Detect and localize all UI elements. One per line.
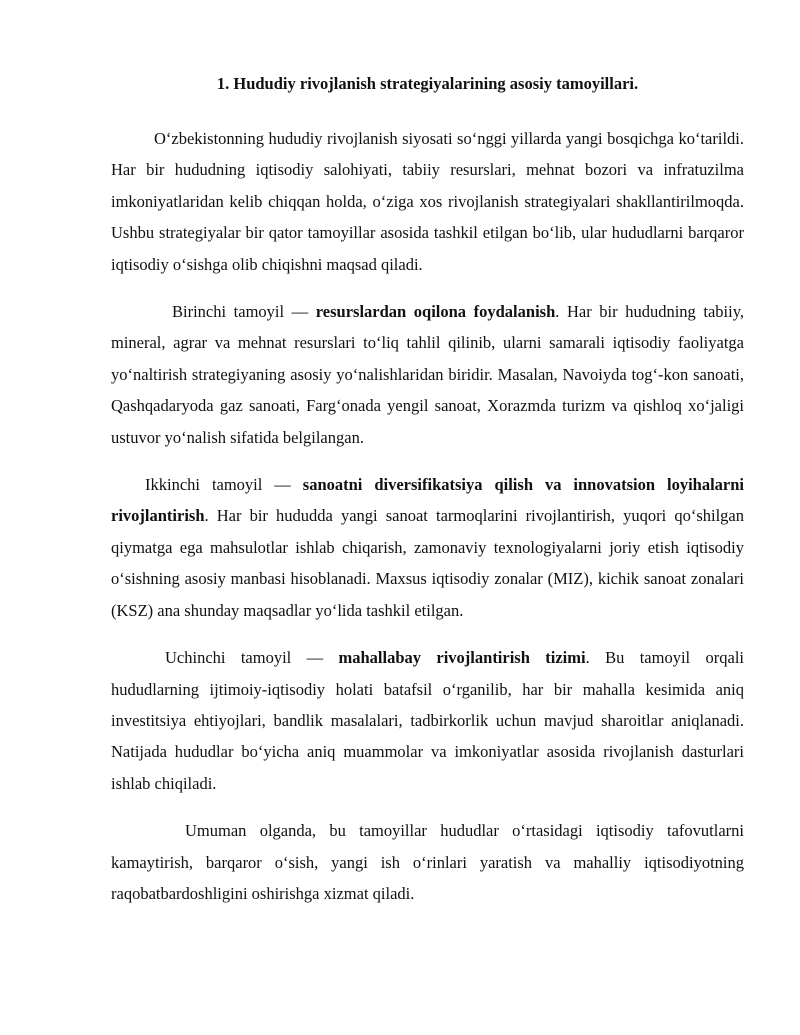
principle-3-bold: mahallabay rivojlantirish tizimi (338, 648, 586, 668)
section-title: 1. Hududiy rivojlanish strategiyalarining asosiy tamoyillari. (216, 74, 639, 93)
conclusion-paragraph: Umuman olganda, bu tamoyillar hududlar o‘rtasidagi iqtisodiy tafovutlarni kamaytirish, barqaror o‘sish, yangi ish o‘rinlari yaratish va mahalliy iqtisodiyotning raqobatbardoshligini oshirishga xizmat qiladi. (111, 821, 744, 903)
document-page (111, 72, 744, 925)
principle-3-lead: Uchinchi tamoyil — (165, 648, 339, 668)
principle-3-text: . Bu tamoyil orqali hududlarning ijtimoiy-iqtisodiy holati batafsil o‘rganilib, har bir mahalla kesimida aniq investitsiya ehtiyojlari, bandlik masalalari, tadbirkorlik uchun mavjud sharoitlar aniqlanadi. Natijada hududlar bo‘yicha aniq muammolar va imkoniyatlar asosida rivojlanish dasturlari ishlab chiqiladi. (111, 648, 744, 793)
principle-3-paragraph (111, 642, 744, 799)
principle-2-bold: sanoatni diversifikatsiya qilish va innovatsion loyihalarni rivojlantirish (111, 475, 744, 526)
principle-1-paragraph (111, 296, 744, 453)
intro-paragraph: O‘zbekistonning hududiy rivojlanish siyosati so‘nggi yillarda yangi bosqichga ko‘tarildi. Har bir hududning iqtisodiy salohiyati, tabiiy resurslari, mehnat bozori va infratuzilma imkoniyatlaridan kelib chiqqan holda, o‘ziga xos rivojlanish strategiyalari shakllantirilmoqda. Ushbu strategiyalar bir qator tamoyillar asosida tashkil etilgan bo‘lib, ular hududlarni barqaror iqtisodiy o‘sishga olib chiqishni maqsad qiladi. (111, 129, 744, 274)
principle-2-lead: Ikkinchi tamoyil — (145, 475, 303, 495)
principle-1-lead: Birinchi tamoyil — (172, 302, 316, 322)
principle-2-paragraph (111, 469, 744, 626)
principle-1-text: . Har bir hududning tabiiy, mineral, agrar va mehnat resurslari to‘liq tahlil qilinib, ularni samarali iqtisodiy faoliyatga yo‘naltirish strategiyaning asosiy yo‘nalishlaridan biridir. Masalan, Navoiyda tog‘-kon sanoati, Qashqadaryoda gaz sanoati, Farg‘onada yengil sanoat, Xorazmda turizm va qishloq xo‘jaligi ustuvor yo‘nalish sifatida belgilangan. (111, 302, 745, 447)
principle-1-bold: resurslardan oqilona foydalanish (315, 302, 556, 322)
principle-2-text: . Har bir hududda yangi sanoat tarmoqlarini rivojlantirish, yuqori qo‘shilgan qiymatga ega mahsulotlar ishlab chiqarish, zamonaviy texnologiyalarni joriy etish iqtisodiy o‘sishning asosiy manbasi hisoblanadi. Maxsus iqtisodiy zonalar (MIZ), kichik sanoat zonalari (KSZ) ana shunday maqsadlar yo‘lida tashkil etilgan. (111, 506, 744, 620)
